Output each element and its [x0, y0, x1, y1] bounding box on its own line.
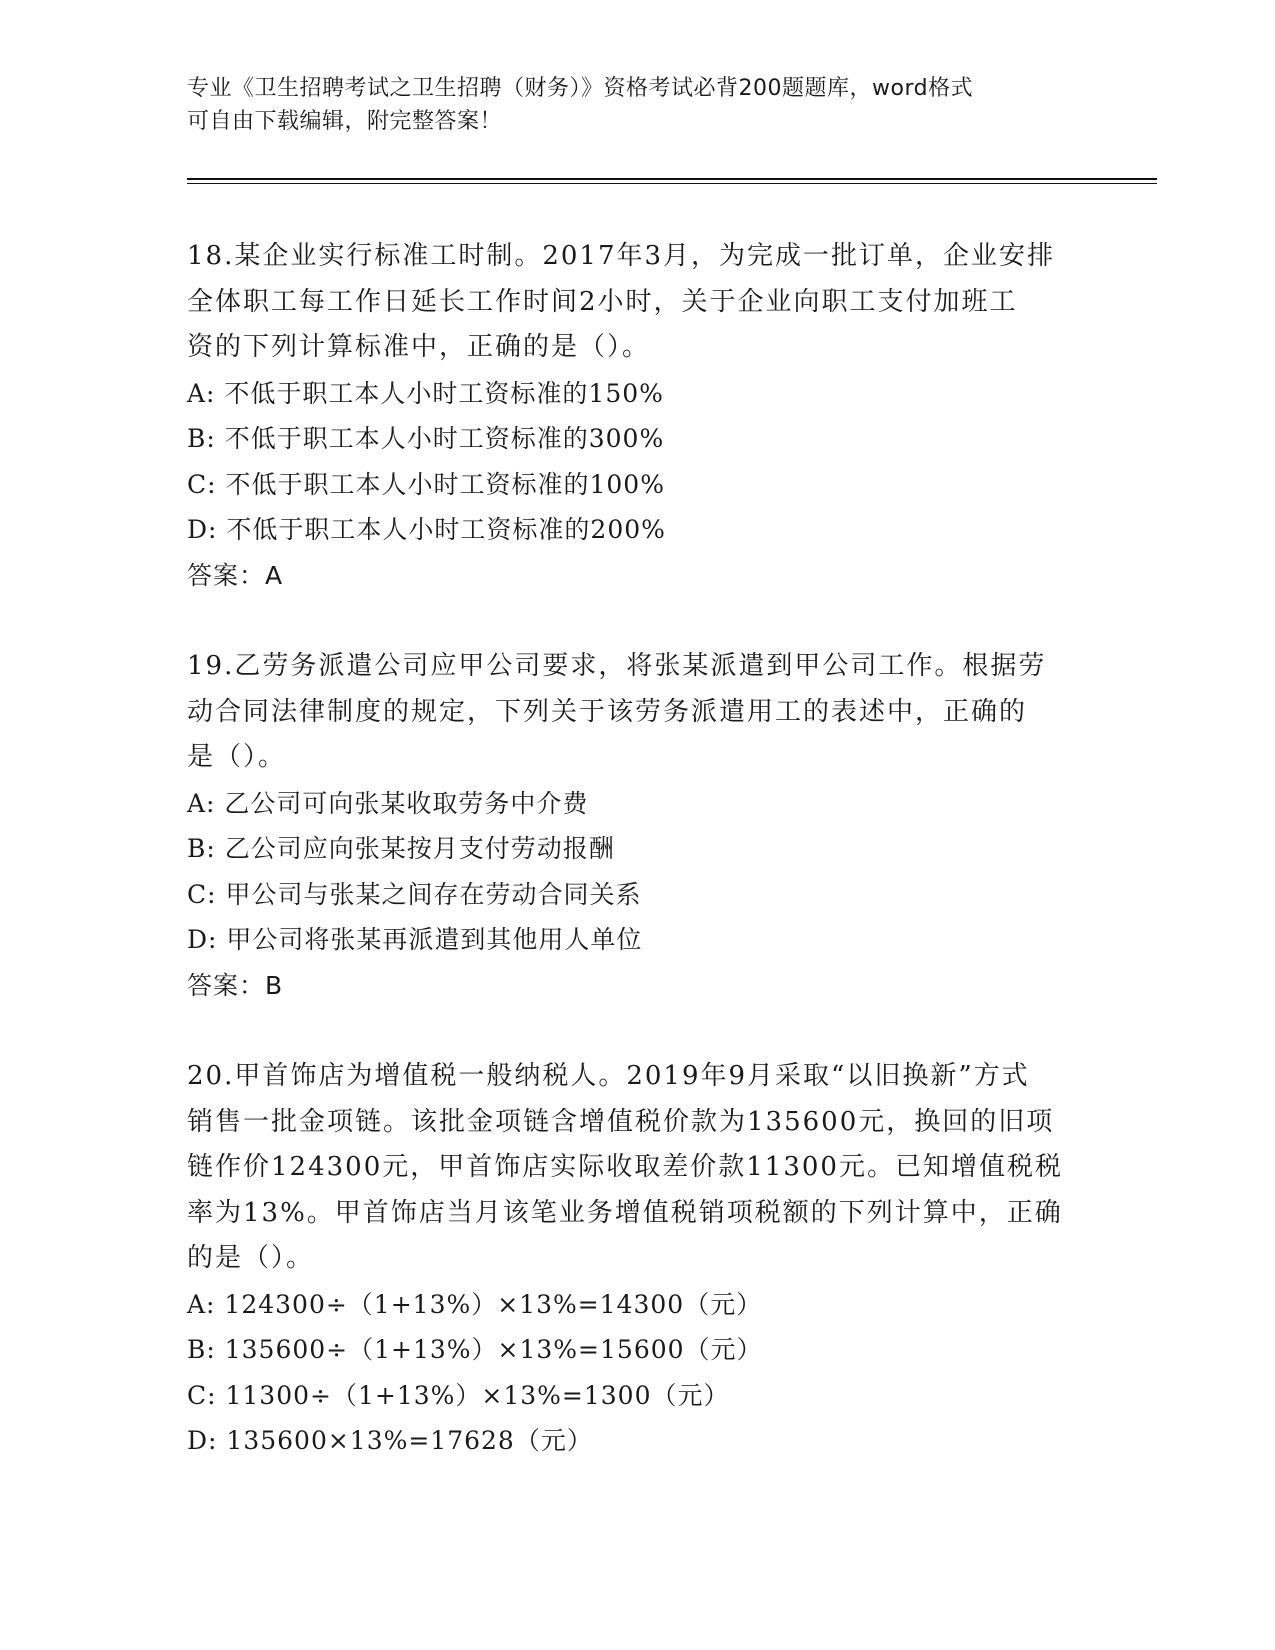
option-c: C: 不低于职工本人小时工资标准的100%: [187, 469, 665, 499]
document-header: [187, 72, 1087, 138]
option-b: B: 135600÷（1+13%）×13%=15600（元）: [187, 1335, 763, 1364]
header-line-1: 专业《卫生招聘考试之卫生招聘（财务）》资格考试必背200题题库，word格式: [187, 76, 974, 101]
question-stem-line: 链作价124300元，甲首饰店实际收取差价款11300元。已知增值税税: [187, 1152, 1063, 1182]
question-stem-line: 18.某企业实行标准工时制。2017年3月，为完成一批订单，企业安排: [187, 241, 1056, 271]
question-stem-line: 全体职工每工作日延长工作时间2小时，关于企业向职工支付加班工: [187, 286, 1018, 317]
option-d: D: 不低于职工本人小时工资标准的200%: [187, 515, 666, 544]
question-stem-line: 率为13%。甲首饰店当月该笔业务增值税销项税额的下列计算中，正确: [187, 1197, 1063, 1228]
option-a: A: 乙公司可向张某收取劳务中介费: [187, 788, 589, 818]
question-stem-line: 20.甲首饰店为增值税一般纳税人。2019年9月采取“以旧换新”方式: [187, 1061, 1030, 1091]
question-stem-line: 是（）。: [187, 742, 287, 772]
answer-label: 答案：B: [187, 970, 284, 1000]
question-stem-line: 19.乙劳务派遣公司应甲公司要求，将张某派遣到甲公司工作。根据劳: [187, 651, 1047, 681]
option-b: B: 乙公司应向张某按月支付劳动报酬: [187, 834, 615, 863]
option-b: B: 不低于职工本人小时工资标准的300%: [187, 424, 665, 453]
header-divider-thin: [187, 183, 1157, 184]
option-a: A: 124300÷（1+13%）×13%=14300（元）: [187, 1289, 763, 1319]
option-a: A: 不低于职工本人小时工资标准的150%: [187, 378, 664, 408]
question-stem-line: 资的下列计算标准中，正确的是（）。: [187, 332, 651, 362]
question-20: [187, 1054, 1087, 1464]
question-19: [187, 644, 1087, 1008]
option-d: D: 135600×13%=17628（元）: [187, 1426, 593, 1455]
option-c: C: 甲公司与张某之间存在劳动合同关系: [187, 879, 642, 909]
header-divider-thick: [187, 178, 1157, 180]
question-stem-line: 销售一批金项链。该批金项链含增值税价款为135600元，换回的旧项: [187, 1106, 1055, 1137]
question-stem-line: 的是（）。: [187, 1243, 315, 1273]
header-line-2: 可自由下载编辑，附完整答案！: [187, 109, 503, 134]
option-d: D: 甲公司将张某再派遣到其他用人单位: [187, 925, 643, 954]
answer-label: 答案：A: [187, 560, 284, 590]
question-stem-line: 动合同法律制度的规定，下列关于该劳务派遣用工的表述中，正确的: [187, 696, 1028, 727]
option-c: C: 11300÷（1+13%）×13%=1300（元）: [187, 1380, 730, 1410]
question-18: [187, 234, 1087, 598]
